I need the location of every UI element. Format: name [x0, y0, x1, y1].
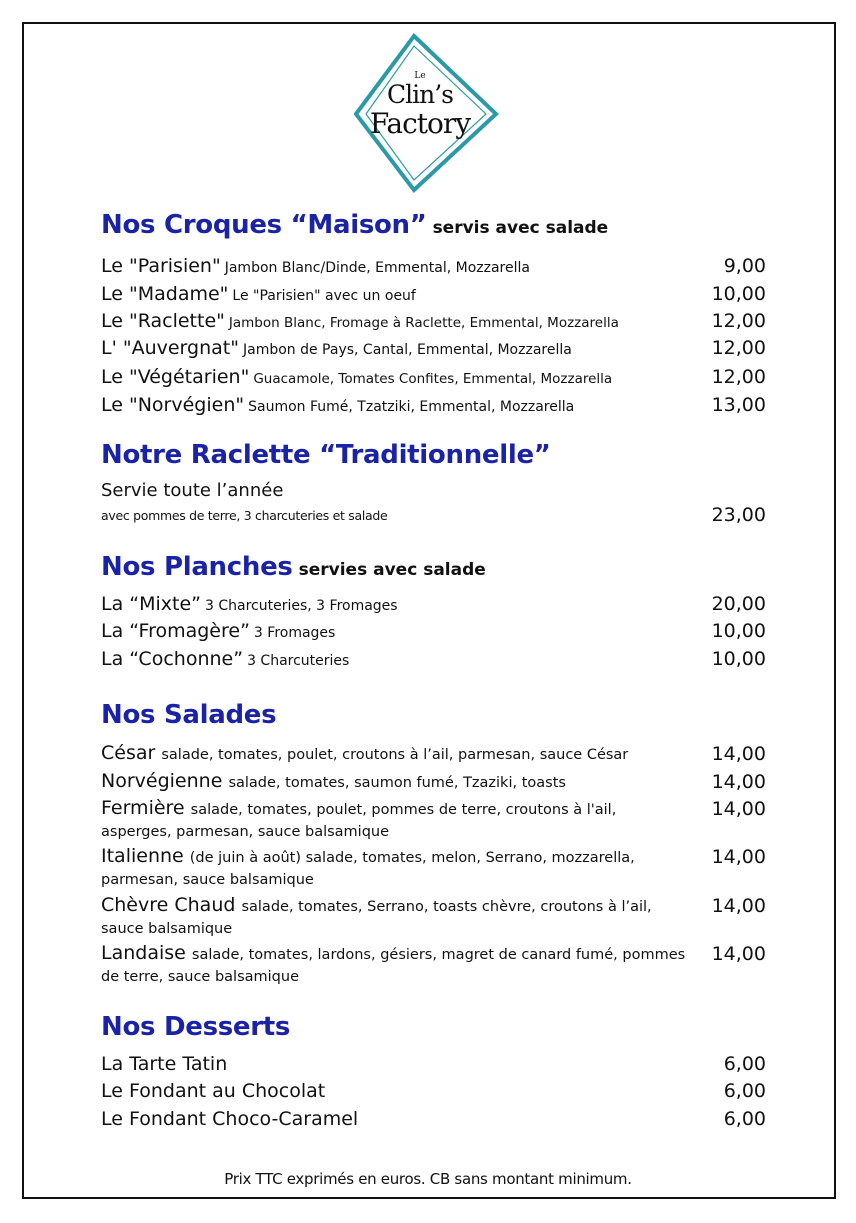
item-price: 10,00 — [711, 620, 766, 642]
salad-item — [101, 943, 689, 987]
item-name: Italienne — [101, 845, 184, 867]
item-name: Le "Madame" — [101, 283, 229, 305]
item-desc: 3 Fromages — [253, 625, 336, 641]
menu-item — [101, 620, 701, 642]
item-name: Le "Raclette" — [101, 310, 225, 332]
raclette-line2: avec pommes de terre, 3 charcuteries et salade — [101, 508, 388, 523]
item-desc: Jambon Blanc, Fromage à Raclette, Emmental, Mozzarella — [228, 315, 619, 331]
item-price: 6,00 — [723, 1080, 766, 1102]
item-name: La “Fromagère” — [101, 620, 250, 642]
item-name: La Tarte Tatin — [101, 1053, 228, 1075]
menu-item — [101, 255, 701, 277]
logo-clins-text: Clin’s — [387, 80, 453, 109]
item-name: Le Fondant au Chocolat — [101, 1080, 326, 1102]
item-desc: Guacamole, Tomates Confites, Emmental, Mozzarella — [253, 371, 613, 387]
salad-item — [101, 798, 689, 842]
planches-title: Nos Planches — [101, 552, 293, 582]
item-name: Le "Végétarien" — [101, 366, 250, 388]
item-price: 12,00 — [711, 310, 766, 332]
item-name: L' "Auvergnat" — [101, 337, 239, 359]
item-price: 9,00 — [723, 255, 766, 277]
item-price: 14,00 — [711, 798, 766, 820]
section-title-raclette: Notre Raclette “Traditionnelle” — [101, 440, 551, 470]
salad-item — [101, 846, 689, 890]
menu-item — [101, 593, 701, 615]
salad-item — [101, 771, 689, 793]
item-desc: 3 Charcuteries, 3 Fromages — [205, 598, 398, 614]
item-name: Norvégienne — [101, 770, 223, 792]
item-desc: salade, tomates, saumon fumé, Tzaziki, toasts — [228, 775, 566, 791]
item-name: César — [101, 742, 156, 764]
item-price: 10,00 — [711, 648, 766, 670]
raclette-price: 23,00 — [711, 504, 766, 526]
item-desc: salade, tomates, poulet, pommes de terre, croutons à l'ail, asperges, parmesan, sauce balsamique — [101, 802, 617, 840]
item-name: Le "Norvégien" — [101, 394, 245, 416]
item-name: La “Mixte” — [101, 593, 202, 615]
section-title-desserts: Nos Desserts — [101, 1012, 291, 1042]
salad-item — [101, 743, 689, 765]
item-price: 6,00 — [723, 1108, 766, 1130]
logo-factory-text: Factory — [369, 107, 471, 140]
item-desc: (de juin à août) salade, tomates, melon, Serrano, mozzarella, parmesan, sauce balsamique — [101, 850, 635, 888]
item-name: Le Fondant Choco-Caramel — [101, 1108, 359, 1130]
section-title-planches — [101, 552, 486, 582]
menu-item — [101, 337, 701, 359]
item-price: 14,00 — [711, 743, 766, 765]
item-price: 14,00 — [711, 895, 766, 917]
item-price: 12,00 — [711, 366, 766, 388]
item-desc: 3 Charcuteries — [247, 653, 350, 669]
item-desc: Saumon Fumé, Tzatziki, Emmental, Mozzarella — [248, 399, 575, 415]
menu-item — [101, 310, 701, 332]
raclette-line1: Servie toute l’année — [101, 480, 284, 501]
item-name: Le "Parisien" — [101, 255, 221, 277]
item-price: 10,00 — [711, 283, 766, 305]
item-name: Chèvre Chaud — [101, 894, 236, 916]
item-desc: salade, tomates, Serrano, toasts chèvre, croutons à l’ail, sauce balsamique — [101, 899, 652, 937]
section-title-salades: Nos Salades — [101, 700, 277, 730]
menu-item — [101, 366, 701, 388]
item-price: 20,00 — [711, 593, 766, 615]
price-footnote: Prix TTC exprimés en euros. CB sans montant minimum. — [224, 1170, 632, 1188]
item-price: 14,00 — [711, 771, 766, 793]
menu-item — [101, 283, 701, 305]
item-desc: Jambon de Pays, Cantal, Emmental, Mozzarella — [242, 342, 572, 358]
dessert-item — [101, 1053, 701, 1075]
item-desc: Jambon Blanc/Dinde, Emmental, Mozzarella — [224, 260, 530, 276]
item-price: 6,00 — [723, 1053, 766, 1075]
croques-title: Nos Croques “Maison” — [101, 210, 427, 240]
menu-item — [101, 648, 701, 670]
item-price: 12,00 — [711, 337, 766, 359]
dessert-item — [101, 1108, 701, 1130]
logo-le-text: Le — [414, 71, 426, 81]
item-price: 14,00 — [711, 943, 766, 965]
salad-item — [101, 895, 689, 939]
croques-subtitle: servis avec salade — [432, 218, 609, 238]
item-name: Landaise — [101, 942, 186, 964]
item-desc: salade, tomates, lardons, gésiers, magret de canard fumé, pommes de terre, sauce balsamique — [101, 947, 686, 985]
dessert-item — [101, 1080, 701, 1102]
item-name: La “Cochonne” — [101, 648, 244, 670]
item-desc: Le "Parisien" avec un oeuf — [232, 288, 416, 304]
item-desc: salade, tomates, poulet, croutons à l’ail, parmesan, sauce César — [161, 747, 629, 763]
menu-item — [101, 394, 701, 416]
section-title-croques — [101, 210, 608, 240]
item-price: 13,00 — [711, 394, 766, 416]
item-name: Fermière — [101, 797, 185, 819]
item-price: 14,00 — [711, 846, 766, 868]
planches-subtitle: servies avec salade — [298, 560, 486, 580]
